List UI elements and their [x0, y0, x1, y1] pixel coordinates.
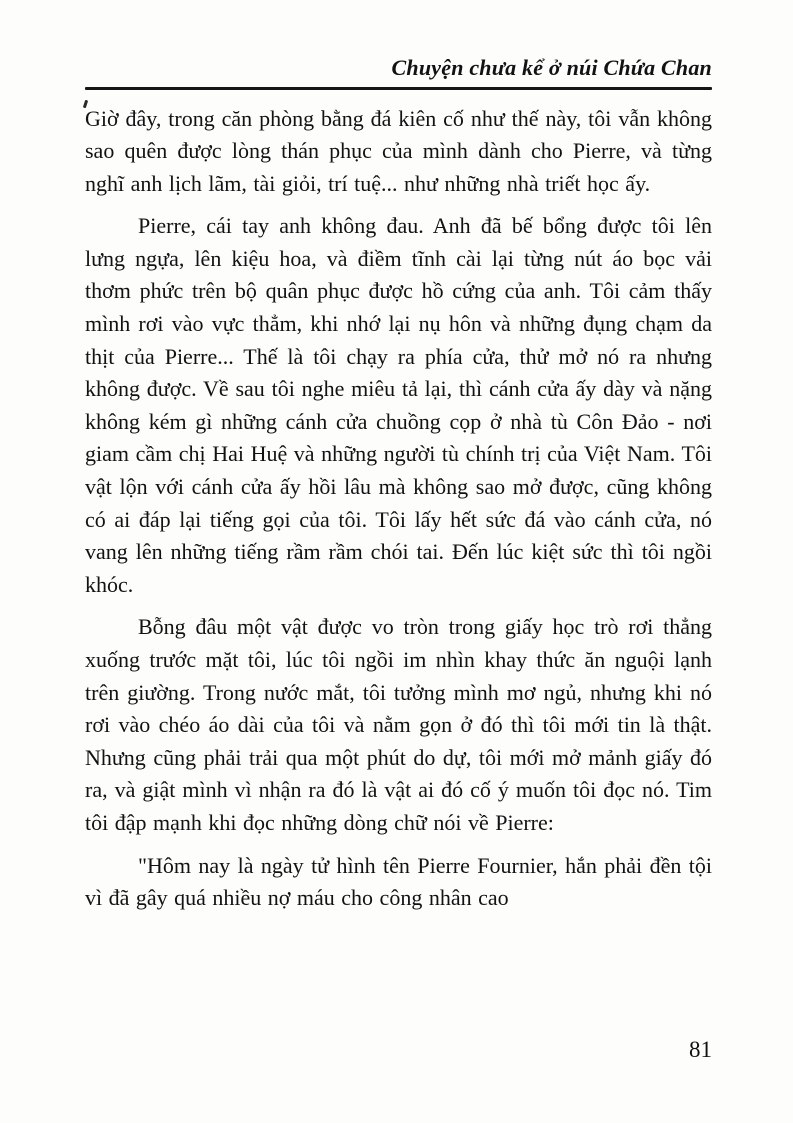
page-body	[85, 103, 712, 915]
paragraph-3: Bỗng đâu một vật được vo tròn trong giấy học trò rơi thẳng xuống trước mặt tôi, lúc tôi ngồi im nhìn khay thức ăn nguội lạnh trên giường. Trong nước mắt, tôi tưởng mình mơ ngủ, nhưng khi nó rơi vào chéo áo dài của tôi và nằm gọn ở đó thì tôi mới tin là thật. Nhưng cũng phải trải qua một phút do dự, tôi mới mở mảnh giấy đó ra, và giật mình vì nhận ra đó là vật ai đó cố ý muốn tôi đọc nó. Tim tôi đập mạnh khi đọc những dòng chữ nói về Pierre:	[85, 614, 712, 835]
paragraph-4: "Hôm nay là ngày tử hình tên Pierre Fournier, hắn phải đền tội vì đã gây quá nhiều nợ máu cho công nhân cao	[85, 852, 712, 911]
running-header	[85, 54, 712, 90]
paragraph-1: Giờ đây, trong căn phòng bằng đá kiên cố như thế này, tôi vẫn không sao quên được lòng thán phục của mình dành cho Pierre, và từng nghĩ anh lịch lãm, tài giỏi, trí tuệ... như những nhà triết học ấy.	[85, 105, 712, 196]
running-header-title: Chuyện chưa kể ở núi Chứa Chan	[391, 55, 712, 80]
paragraph-2: Pierre, cái tay anh không đau. Anh đã bế bổng được tôi lên lưng ngựa, lên kiệu hoa, và điềm tĩnh cài lại từng nút áo bọc vải thơm phức trên bộ quân phục được hồ cứng của anh. Tôi cảm thấy mình rơi vào vực thẳm, khi nhớ lại nụ hôn và những đụng chạm da thịt của Pierre... Thế là tôi chạy ra phía cửa, thử mở nó ra nhưng không được. Về sau tôi nghe miêu tả lại, thì cánh cửa ấy dày và nặng không kém gì những cánh cửa chuồng cọp ở nhà tù Côn Đảo - nơi giam cầm chị Hai Huệ và những người tù chính trị của Việt Nam. Tôi vật lộn với cánh cửa ấy hồi lâu mà không sao mở được, cũng không có ai đáp lại tiếng gọi của tôi. Tôi lấy hết sức đá vào cánh cửa, nó vang lên những tiếng rầm rầm chói tai. Đến lúc kiệt sức thì tôi ngồi khóc.	[85, 213, 712, 597]
header-rule	[85, 87, 712, 90]
page-number: 81	[689, 1037, 712, 1062]
